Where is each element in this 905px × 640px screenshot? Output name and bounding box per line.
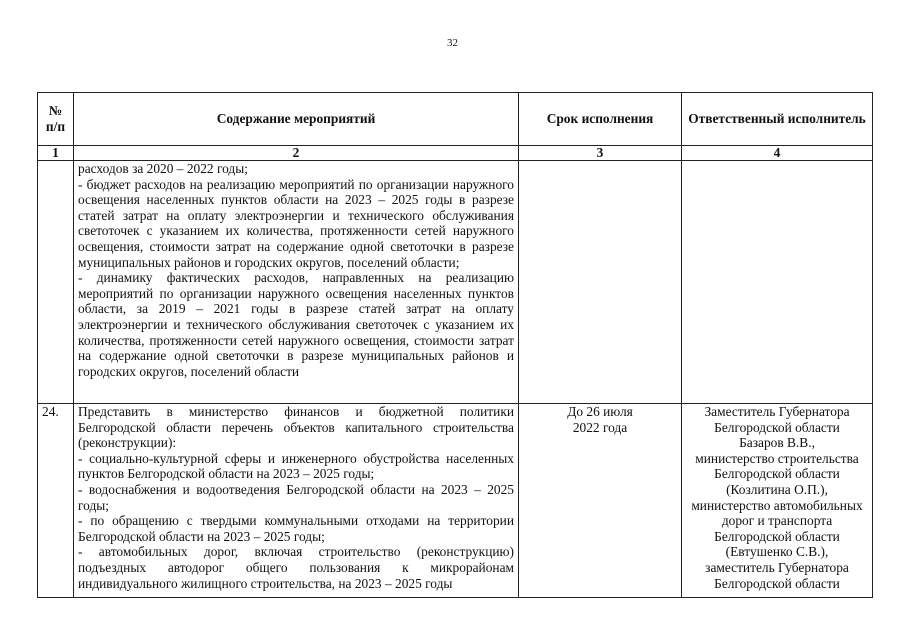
row-responsible bbox=[682, 161, 873, 404]
row-content bbox=[74, 161, 519, 404]
row-term bbox=[519, 404, 682, 598]
responsible-line: Белгородской области bbox=[714, 419, 840, 435]
responsible-line: министерство автомобильных bbox=[691, 497, 863, 513]
term-line: 2022 года bbox=[572, 419, 628, 435]
column-index: 3 bbox=[519, 146, 682, 161]
header-term: Срок исполнения bbox=[519, 93, 682, 146]
responsible-line: Заместитель Губернатора bbox=[704, 404, 850, 419]
content-paragraph: - динамику фактических расходов, направленных на реализацию мероприятий по организации наружного освещения населенных пунктов области, за 2019 – 2021 годы в разрезе статей затрат на оплату электроэнергии и технического обслуживания светоточек с указанием их количества, протяженности сетей наружного освещения, стоимости затрат на содержание одной светоточки в разрезе муниципальных районов и городских округов, поселений области bbox=[78, 270, 514, 379]
responsible-line: министерство строительства bbox=[695, 450, 859, 466]
content-paragraph: Представить в министерство финансов и бюджетной политики Белгородской области перечень объектов капитального строительства (реконструкции): bbox=[78, 404, 514, 451]
responsible-line: Белгородской области bbox=[714, 466, 840, 482]
row-content bbox=[74, 404, 519, 598]
responsible-line: дорог и транспорта bbox=[721, 513, 833, 529]
row-number: 24. bbox=[38, 404, 74, 598]
column-index: 1 bbox=[38, 146, 74, 161]
content-paragraph: - автомобильных дорог, включая строительство (реконструкцию) подъездных автодорог общего пользования к микрорайонам индивидуального жилищного строительства, на 2023 – 2025 годы bbox=[78, 544, 514, 591]
responsible-line: (Евтушенко С.В.), bbox=[725, 544, 829, 560]
row-term bbox=[519, 161, 682, 404]
responsible-line: заместитель Губернатора bbox=[705, 559, 849, 575]
header-responsible: Ответственный исполнитель bbox=[682, 93, 873, 146]
content-paragraph: - по обращению с твердыми коммунальными отходами на территории Белгородской области на 2023 – 2025 годы; bbox=[78, 513, 514, 544]
column-index-row bbox=[38, 146, 873, 161]
header-content: Содержание мероприятий bbox=[74, 93, 519, 146]
content-paragraph: - водоснабжения и водоотведения Белгородской области на 2023 – 2025 годы; bbox=[78, 481, 514, 513]
table-row bbox=[38, 404, 873, 598]
column-index: 4 bbox=[682, 146, 873, 161]
page-number: 32 bbox=[447, 37, 458, 49]
table-header-row bbox=[38, 93, 873, 146]
header-number: № п/п bbox=[38, 93, 74, 146]
term-line: До 26 июля bbox=[567, 404, 633, 419]
content-paragraph: расходов за 2020 – 2022 годы; bbox=[78, 161, 248, 176]
responsible-line: Белгородской области bbox=[714, 528, 840, 544]
responsible-line: (Козлитина О.П.), bbox=[726, 481, 828, 497]
measures-table bbox=[37, 92, 873, 598]
row-responsible bbox=[682, 404, 873, 598]
content-paragraph: - социально-культурной сферы и инженерного обустройства населенных пунктов Белгородской области на 2023 – 2025 годы; bbox=[78, 450, 514, 482]
row-number bbox=[38, 161, 74, 404]
content-paragraph: - бюджет расходов на реализацию мероприятий по организации наружного освещения населенных пунктов области на 2023 – 2025 годы в разрезе статей затрат на оплату электроэнергии и технического обслуживания светоточек с указанием их количества, протяженности сетей наружного освещения, стоимости затрат на содержание одной светоточки в разрезе муниципальных районов и городских округов, поселений области; bbox=[78, 176, 514, 270]
table-row bbox=[38, 161, 873, 404]
responsible-line: Белгородской области bbox=[714, 575, 840, 591]
responsible-line: Базаров В.В., bbox=[739, 435, 815, 451]
column-index: 2 bbox=[74, 146, 519, 161]
